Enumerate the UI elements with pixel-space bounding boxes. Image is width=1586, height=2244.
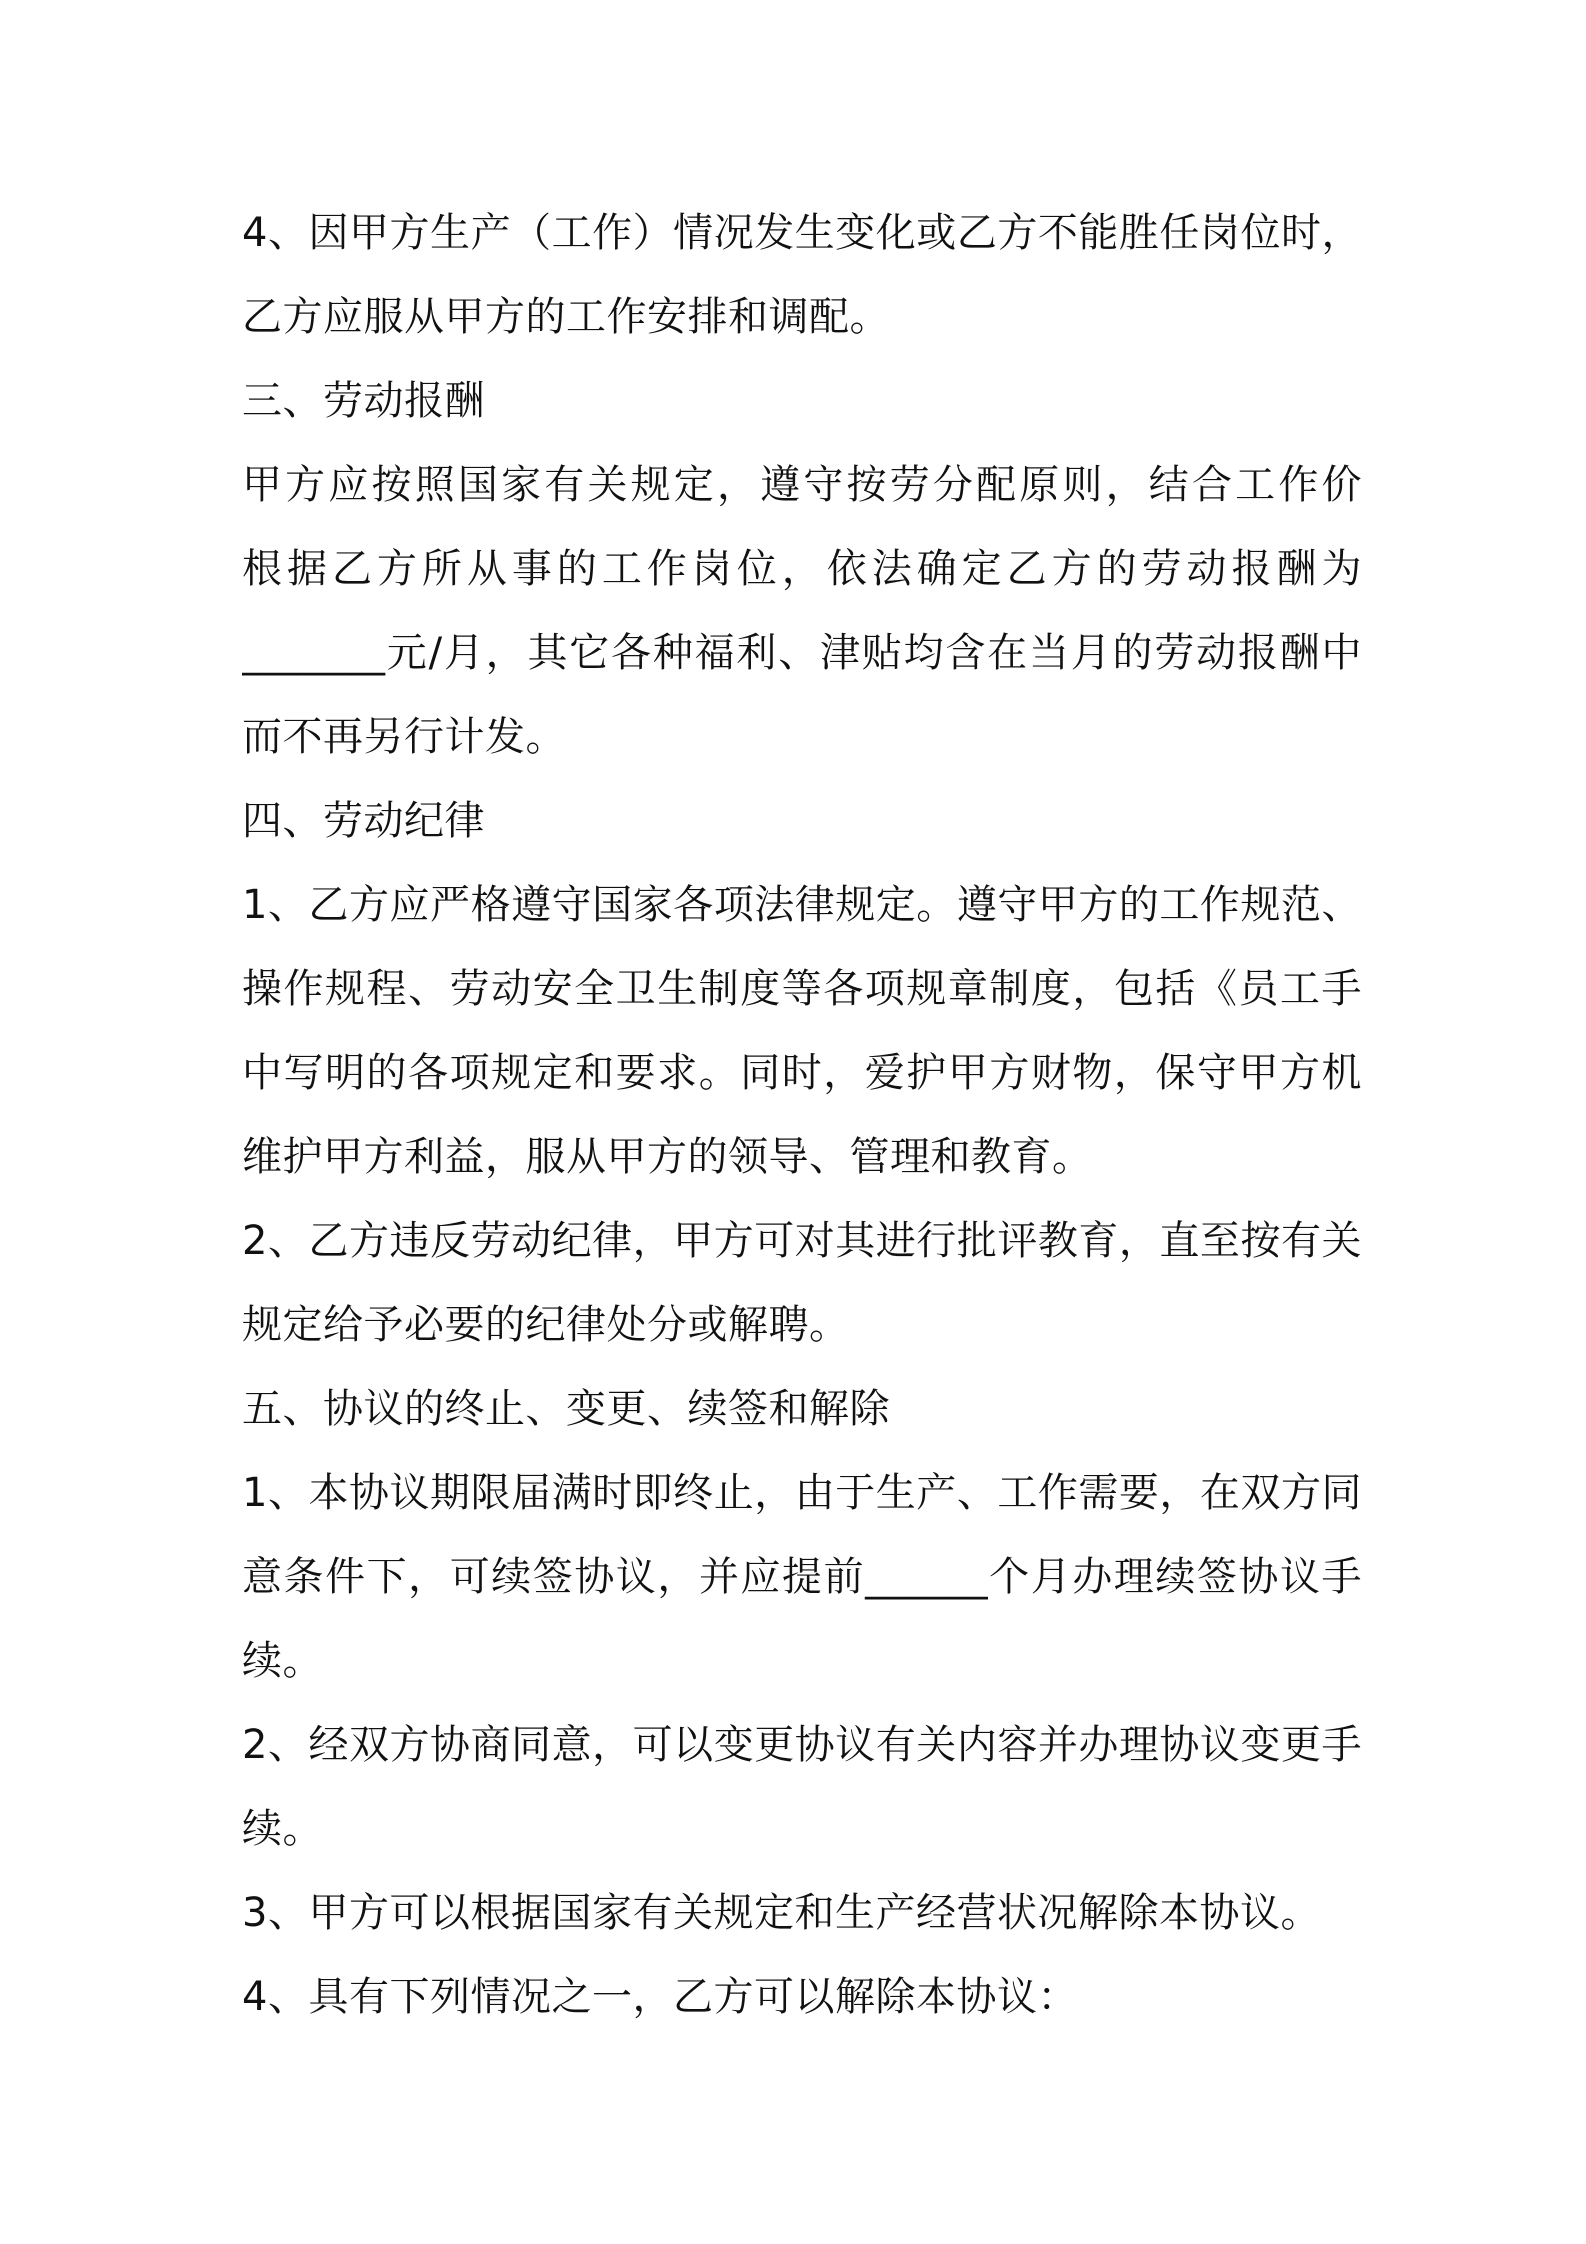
text-line: 操作规程、劳动安全卫生制度等各项规章制度，包括《员工手 <box>242 966 1362 1012</box>
text-line: 乙方应服从甲方的工作安排和调配。 <box>242 294 890 340</box>
text-line: 2、乙方违反劳动纪律，甲方可对其进行批评教育，直至按有关 <box>242 1218 1362 1264</box>
text-line: _______元/月，其它各种福利、津贴均含在当月的劳动报酬中 <box>242 630 1362 676</box>
text-line: 中写明的各项规定和要求。同时，爱护甲方财物，保守甲方机 <box>242 1050 1362 1096</box>
document-body <box>242 191 1362 2039</box>
text-line: 规定给予必要的纪律处分或解聘。 <box>242 1302 850 1348</box>
text-line: 维护甲方利益，服从甲方的领导、管理和教育。 <box>242 1134 1093 1180</box>
text-line: 4、因甲方生产（工作）情况发生变化或乙方不能胜任岗位时， <box>242 210 1362 256</box>
section-heading: 五、协议的终止、变更、续签和解除 <box>242 1386 890 1432</box>
text-line: 续。 <box>242 1806 323 1852</box>
text-line: 意条件下，可续签协议，并应提前______个月办理续签协议手 <box>242 1554 1362 1600</box>
section-heading: 四、劳动纪律 <box>242 798 485 844</box>
text-line: 4、具有下列情况之一，乙方可以解除本协议： <box>242 1974 1078 2020</box>
text-line: 1、乙方应严格遵守国家各项法律规定。遵守甲方的工作规范、 <box>242 882 1362 928</box>
section-heading: 三、劳动报酬 <box>242 378 485 424</box>
text-line: 3、甲方可以根据国家有关规定和生产经营状况解除本协议。 <box>242 1890 1321 1936</box>
text-line: 续。 <box>242 1638 323 1684</box>
text-line: 2、经双方协商同意，可以变更协议有关内容并办理协议变更手 <box>242 1722 1362 1768</box>
text-line: 根据乙方所从事的工作岗位，依法确定乙方的劳动报酬为 <box>242 546 1362 592</box>
text-line: 1、本协议期限届满时即终止，由于生产、工作需要，在双方同 <box>242 1470 1362 1516</box>
text-line: 而不再另行计发。 <box>242 714 566 760</box>
text-line: 甲方应按照国家有关规定，遵守按劳分配原则，结合工作价 <box>242 462 1362 508</box>
